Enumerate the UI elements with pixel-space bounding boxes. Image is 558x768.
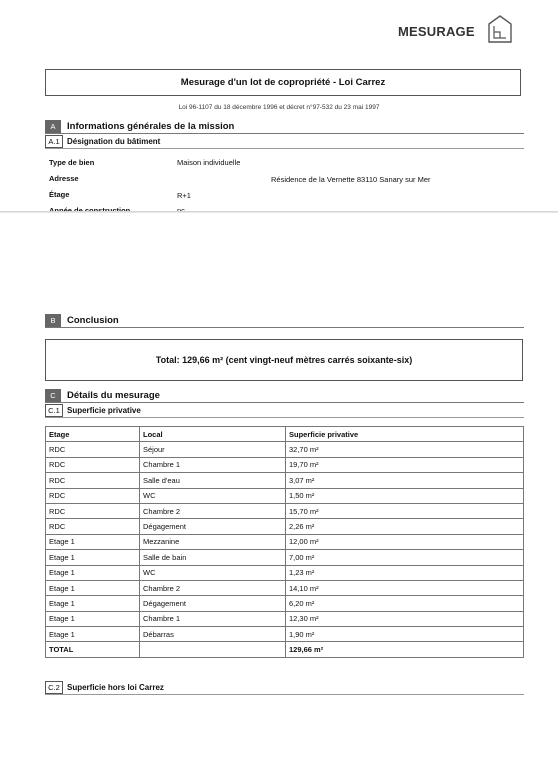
table-row — [46, 473, 524, 488]
table-body — [46, 442, 524, 657]
cell-superficie: 2,26 m² — [286, 519, 524, 534]
header-superficie: Superficie privative — [286, 427, 524, 442]
law-reference: Loi 96-1107 du 18 décembre 1996 et décret n°97-532 du 23 mai 1997 — [178, 104, 380, 111]
total-label: TOTAL — [46, 642, 140, 657]
subsection-a1-rule — [45, 148, 524, 149]
total-local — [140, 642, 286, 657]
info-value-floor: R+1 — [177, 191, 191, 200]
header-local: Local — [140, 427, 286, 442]
table-row — [46, 488, 524, 503]
cell-superficie: 12,30 m² — [286, 611, 524, 626]
cell-local: Mezzanine — [140, 534, 286, 549]
table-row — [46, 627, 524, 642]
subsection-c2-number: C.2 — [45, 681, 63, 694]
cell-etage: Etage 1 — [46, 534, 140, 549]
info-label-type: Type de bien — [49, 158, 95, 167]
cell-superficie: 1,23 m² — [286, 565, 524, 580]
cell-superficie: 19,70 m² — [286, 457, 524, 472]
cell-local: Séjour — [140, 442, 286, 457]
table-header-row — [46, 427, 524, 442]
table-row — [46, 596, 524, 611]
section-b-rule — [45, 327, 524, 328]
cell-etage: Etage 1 — [46, 611, 140, 626]
cell-superficie: 6,20 m² — [286, 596, 524, 611]
cell-etage: Etage 1 — [46, 580, 140, 595]
cell-superficie: 1,50 m² — [286, 488, 524, 503]
cell-local: Dégagement — [140, 519, 286, 534]
section-a-title: Informations générales de la mission — [67, 121, 235, 132]
cell-local: Chambre 2 — [140, 580, 286, 595]
table-row — [46, 580, 524, 595]
measurement-table — [45, 426, 524, 658]
table-row — [46, 565, 524, 580]
cell-local: Chambre 2 — [140, 503, 286, 518]
table-row — [46, 519, 524, 534]
header-etage: Etage — [46, 427, 140, 442]
cell-superficie: 15,70 m² — [286, 503, 524, 518]
cell-local: Chambre 1 — [140, 611, 286, 626]
cell-local: WC — [140, 488, 286, 503]
cell-superficie: 12,00 m² — [286, 534, 524, 549]
cell-local: Salle de bain — [140, 550, 286, 565]
total-value: 129,66 m² — [286, 642, 524, 657]
cell-superficie: 3,07 m² — [286, 473, 524, 488]
subsection-c1-rule — [45, 417, 524, 418]
section-c-rule — [45, 402, 524, 403]
subsection-c1-title: Superficie privative — [67, 406, 141, 415]
floor-plan-icon — [486, 14, 514, 44]
cell-etage: RDC — [46, 503, 140, 518]
info-label-address: Adresse — [49, 174, 79, 183]
cell-etage: Etage 1 — [46, 596, 140, 611]
section-c-letter: C — [45, 389, 61, 402]
info-value-address: Résidence de la Vernette 83110 Sanary sur Mer — [271, 175, 431, 184]
cell-etage: RDC — [46, 519, 140, 534]
cell-local: Chambre 1 — [140, 457, 286, 472]
section-b-title: Conclusion — [67, 315, 119, 326]
cell-etage: RDC — [46, 473, 140, 488]
subsection-c2-rule — [45, 694, 524, 695]
section-c-title: Détails du mesurage — [67, 390, 160, 401]
section-a-letter: A — [45, 120, 61, 133]
table-row — [46, 534, 524, 549]
cell-local: Salle d'eau — [140, 473, 286, 488]
subsection-a1-number: A.1 — [45, 135, 63, 148]
table-row — [46, 442, 524, 457]
table-total-row — [46, 642, 524, 657]
table-row — [46, 550, 524, 565]
cell-local: Débarras — [140, 627, 286, 642]
cell-etage: Etage 1 — [46, 565, 140, 580]
brand-title: MESURAGE — [398, 24, 475, 39]
cell-superficie: 14,10 m² — [286, 580, 524, 595]
cell-superficie: 32,70 m² — [286, 442, 524, 457]
info-label-floor: Étage — [49, 190, 70, 199]
cell-etage: Etage 1 — [46, 550, 140, 565]
document-title: Mesurage d'un lot de copropriété - Loi Carrez — [45, 69, 521, 96]
cell-local: Dégagement — [140, 596, 286, 611]
cell-etage: Etage 1 — [46, 627, 140, 642]
table-row — [46, 457, 524, 472]
cell-etage: RDC — [46, 457, 140, 472]
info-value-type: Maison individuelle — [177, 158, 241, 167]
cell-local: WC — [140, 565, 286, 580]
cell-etage: RDC — [46, 488, 140, 503]
subsection-a1-title: Désignation du bâtiment — [67, 137, 161, 146]
section-b-letter: B — [45, 314, 61, 327]
section-a-rule — [45, 133, 524, 134]
subsection-c2-title: Superficie hors loi Carrez — [67, 683, 164, 692]
cell-superficie: 1,90 m² — [286, 627, 524, 642]
table-row — [46, 503, 524, 518]
conclusion-total: Total: 129,66 m² (cent vingt-neuf mètres carrés soixante-six) — [45, 339, 523, 381]
page-fold — [0, 211, 558, 213]
cell-superficie: 7,00 m² — [286, 550, 524, 565]
cell-etage: RDC — [46, 442, 140, 457]
table-row — [46, 611, 524, 626]
subsection-c1-number: C.1 — [45, 404, 63, 417]
